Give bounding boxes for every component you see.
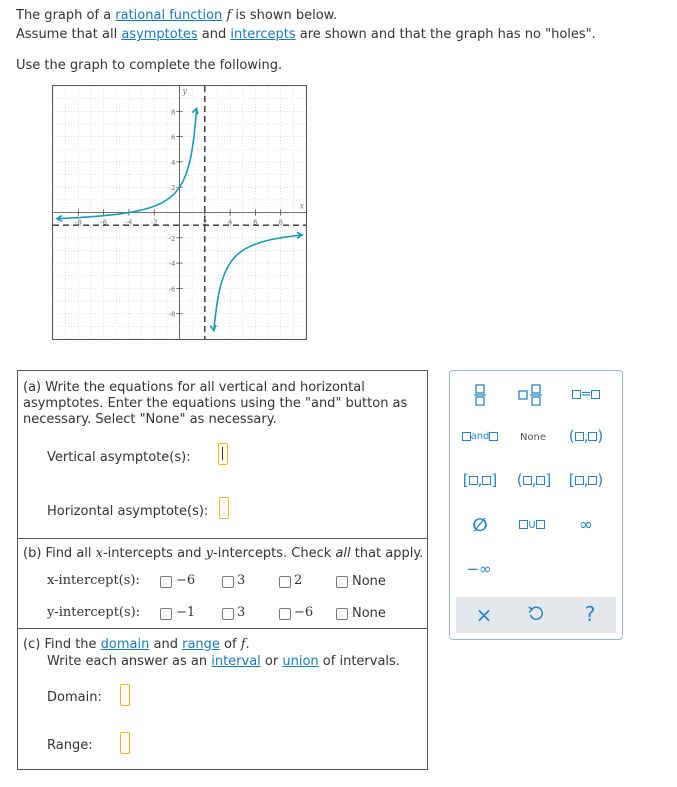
y-intercept-checkbox-3[interactable] <box>222 608 234 620</box>
fraction-icon <box>473 383 487 407</box>
math-keypad <box>449 370 623 640</box>
part-b-text: that apply. <box>350 546 424 561</box>
box-icon <box>469 476 478 485</box>
closed-open-interval-key[interactable]: [ , ) <box>568 471 604 489</box>
y-intercept-option: None <box>352 606 386 621</box>
x-intercept-option: −6 <box>176 573 196 588</box>
asymptotes-link[interactable]: asymptotes <box>121 27 198 42</box>
part-a-text: Write the equations for all vertical and horizontal asymptotes. Enter the equations using the "and" button as necessary. Select "None" as necessary. <box>23 380 408 427</box>
none-key[interactable]: None <box>519 432 547 443</box>
open-open-interval-key[interactable]: ( , ) <box>568 427 604 445</box>
curve-arrow-top <box>192 108 198 114</box>
intro-text: is shown below. <box>231 8 338 23</box>
x-tick-label: -2 <box>150 218 158 227</box>
intro-text: and <box>197 27 231 42</box>
x-var: x <box>95 546 103 561</box>
box-icon <box>575 476 584 485</box>
x-tick-label: 4 <box>227 218 233 227</box>
equals-key[interactable] <box>566 387 606 402</box>
part-c-label: (c) <box>23 637 41 652</box>
box-icon <box>588 476 597 485</box>
and-key-label: and <box>470 431 490 442</box>
part-c-text: or <box>260 654 283 669</box>
equals-icon: = <box>580 387 592 402</box>
x-tick-label: 2 <box>202 218 208 227</box>
part-b-text: Find all <box>45 546 96 561</box>
y-intercept-option: 3 <box>237 605 246 620</box>
y-axis-label: y <box>182 86 188 96</box>
part-a-prompt <box>23 380 423 428</box>
x-intercept-checkbox-none[interactable] <box>336 576 348 588</box>
x-axis-label: x <box>299 201 305 211</box>
part-c-text: Find the <box>44 637 101 652</box>
interval-link[interactable]: interval <box>211 654 261 669</box>
vertical-asymptote-label: Vertical asymptote(s): <box>47 450 191 465</box>
box-icon <box>591 390 600 399</box>
horizontal-asymptote-label: Horizontal asymptote(s): <box>47 504 209 519</box>
box-icon <box>519 520 528 529</box>
part-b-prompt <box>23 546 423 561</box>
y-tick-label: -8 <box>168 310 176 319</box>
y-tick-label: 6 <box>171 133 176 142</box>
y-tick-label: -4 <box>168 260 176 269</box>
box-icon <box>575 432 584 441</box>
rational-function-graph <box>52 85 307 340</box>
intro-text: The graph of a <box>16 8 116 23</box>
part-c-prompt <box>23 636 400 670</box>
part-b-emphasis: all <box>335 546 351 561</box>
x-intercept-checkbox-neg6[interactable] <box>160 576 172 588</box>
y-intercept-option: −6 <box>294 605 314 620</box>
problem-intro <box>16 6 596 75</box>
y-intercept-checkbox-neg6[interactable] <box>279 608 291 620</box>
union-icon: ∪ <box>527 517 537 531</box>
y-intercept-option: −1 <box>176 605 196 620</box>
x-tick-label: -8 <box>74 218 82 227</box>
x-intercept-option: 2 <box>294 573 303 588</box>
domain-link[interactable]: domain <box>100 637 150 652</box>
part-c-text: and <box>149 637 183 652</box>
keypad-action-bar <box>456 597 616 633</box>
y-tick-label: 2 <box>171 184 176 193</box>
x-intercept-checkbox-2[interactable] <box>279 576 291 588</box>
y-tick-label: -2 <box>168 234 176 243</box>
open-closed-interval-key[interactable]: ( , ] <box>516 471 552 489</box>
and-key[interactable] <box>460 431 500 442</box>
question-panel <box>17 370 428 770</box>
x-tick-label: 8 <box>278 218 283 227</box>
x-intercept-label: x-intercept(s): <box>47 573 140 588</box>
part-b-text: -intercepts and <box>102 546 206 561</box>
mixed-number-key[interactable] <box>516 383 546 411</box>
function-var: f <box>240 637 246 652</box>
undo-icon <box>527 605 545 623</box>
vertical-asymptote-input[interactable] <box>218 443 228 465</box>
curve-right-branch <box>214 235 302 331</box>
part-b-text: -intercepts. Check <box>213 546 336 561</box>
graph-canvas <box>53 86 306 339</box>
negative-infinity-key[interactable]: −∞ <box>466 560 492 578</box>
intro-text: Assume that all <box>16 27 122 42</box>
part-c-text: Write each answer as an <box>47 654 212 669</box>
part-c-text: . <box>245 637 250 652</box>
x-intercept-option: None <box>352 574 386 589</box>
fraction-key[interactable] <box>470 383 490 411</box>
part-c-text: of <box>219 637 241 652</box>
box-icon <box>523 476 532 485</box>
y-intercept-label: y-intercept(s): <box>47 605 141 620</box>
part-c-text: of intervals. <box>318 654 400 669</box>
undo-button[interactable] <box>524 605 548 627</box>
box-icon <box>536 476 545 485</box>
y-intercept-checkbox-neg1[interactable] <box>160 608 172 620</box>
help-button[interactable]: ? <box>584 602 596 626</box>
box-icon <box>482 476 491 485</box>
intro-text: are shown and that the graph has no "holes". <box>295 27 596 42</box>
x-tick-label: -4 <box>125 218 133 227</box>
x-intercept-option: 3 <box>237 573 246 588</box>
union-key[interactable] <box>512 517 552 531</box>
x-tick-label: -6 <box>100 218 108 227</box>
box-icon <box>588 432 597 441</box>
part-b-label: (b) <box>23 546 42 561</box>
infinity-key[interactable]: ∞ <box>578 515 594 535</box>
mixed-number-icon <box>517 383 545 407</box>
part-a-label: (a) <box>23 380 42 395</box>
y-intercept-checkbox-none[interactable] <box>336 608 348 620</box>
closed-closed-interval-key[interactable]: [ , ] <box>462 471 498 489</box>
range-input[interactable] <box>120 732 130 754</box>
horizontal-asymptote-input[interactable] <box>219 497 229 519</box>
union-link[interactable]: union <box>282 654 319 669</box>
box-icon <box>462 432 471 441</box>
x-intercept-checkbox-3[interactable] <box>222 576 234 588</box>
instruction: Use the graph to complete the following. <box>16 58 283 73</box>
y-tick-label: 4 <box>171 158 176 167</box>
rational-function-link[interactable]: rational function <box>115 8 223 23</box>
section-divider <box>18 538 427 539</box>
range-label: Range: <box>47 738 93 753</box>
empty-set-key[interactable]: ∅ <box>472 515 488 536</box>
box-icon <box>489 432 498 441</box>
box-icon <box>536 520 545 529</box>
intercepts-link[interactable]: intercepts <box>230 27 296 42</box>
curve-left-branch <box>57 108 197 218</box>
curve-arrow-bottom <box>210 325 216 331</box>
clear-button[interactable]: × <box>475 603 493 627</box>
y-var: y <box>205 546 214 561</box>
range-link[interactable]: range <box>182 637 220 652</box>
x-tick-label: 6 <box>253 218 258 227</box>
function-var: f <box>226 8 232 23</box>
domain-input[interactable] <box>120 684 130 706</box>
section-divider <box>18 628 427 629</box>
y-tick-label: 8 <box>171 108 176 117</box>
y-tick-label: -6 <box>168 285 176 294</box>
box-icon <box>572 390 581 399</box>
domain-label: Domain: <box>47 690 102 705</box>
